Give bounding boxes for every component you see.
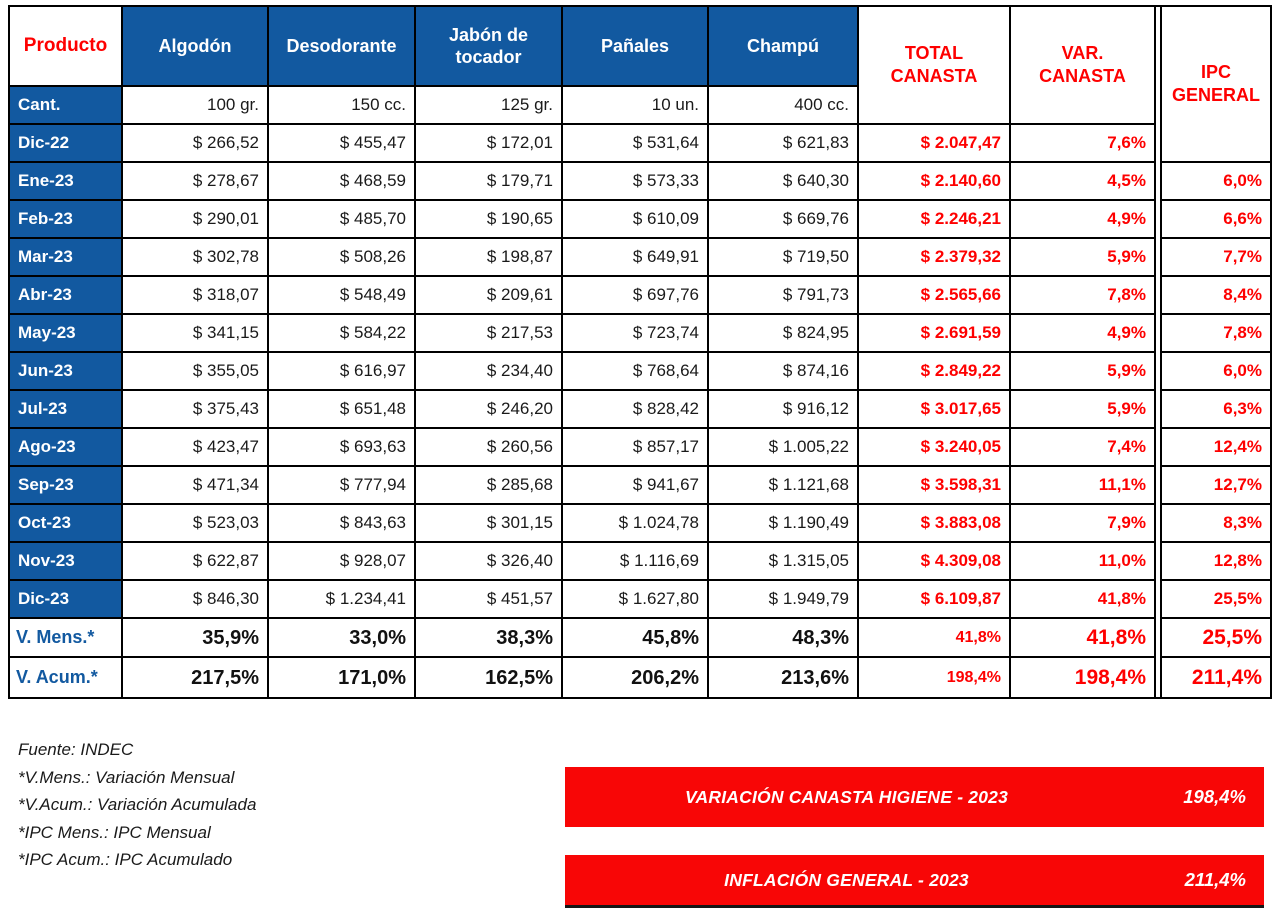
banner-inflacion-general: [565, 855, 1264, 908]
product-header-2: Desodorante: [269, 7, 416, 87]
price-cell: $ 455,47: [269, 125, 416, 163]
price-cell: $ 610,09: [563, 201, 709, 239]
month-row-label: Nov-23: [10, 543, 123, 581]
summary-value-cell: 45,8%: [563, 619, 709, 658]
var-canasta-cell: 7,4%: [1011, 429, 1156, 467]
total-canasta-header: TOTAL CANASTA: [859, 7, 1011, 125]
ipc-general-cell: 12,7%: [1160, 467, 1270, 505]
price-cell: $ 1.005,22: [709, 429, 859, 467]
var-canasta-cell: 5,9%: [1011, 391, 1156, 429]
price-cell: $ 857,17: [563, 429, 709, 467]
summary-value-cell: 38,3%: [416, 619, 563, 658]
banner-inflacion-label: INFLACIÓN GENERAL - 2023: [724, 869, 969, 890]
product-header-1: Algodón: [123, 7, 269, 87]
quantity-value: 400 cc.: [709, 87, 859, 125]
quantity-value: 100 gr.: [123, 87, 269, 125]
month-row-label: Sep-23: [10, 467, 123, 505]
0: [269, 697, 416, 699]
total-canasta-cell: $ 2.140,60: [859, 163, 1011, 201]
price-cell: $ 548,49: [269, 277, 416, 315]
summary-value-cell: 35,9%: [123, 619, 269, 658]
price-cell: $ 209,61: [416, 277, 563, 315]
price-cell: $ 777,94: [269, 467, 416, 505]
price-cell: $ 285,68: [416, 467, 563, 505]
month-row-label: Dic-23: [10, 581, 123, 619]
total-canasta-cell: $ 2.691,59: [859, 315, 1011, 353]
price-cell: $ 1.627,80: [563, 581, 709, 619]
price-cell: $ 584,22: [269, 315, 416, 353]
product-header-5: Champú: [709, 7, 859, 87]
price-cell: $ 318,07: [123, 277, 269, 315]
total-canasta-cell: $ 2.246,21: [859, 201, 1011, 239]
price-cell: $ 768,64: [563, 353, 709, 391]
ipc-general-cell: 6,0%: [1160, 353, 1270, 391]
total-canasta-cell: $ 2.379,32: [859, 239, 1011, 277]
var-canasta-cell: 7,6%: [1011, 125, 1156, 163]
price-cell: $ 573,33: [563, 163, 709, 201]
var-canasta-cell: 41,8%: [1011, 581, 1156, 619]
ipc-general-cell: 6,3%: [1160, 391, 1270, 429]
footnote-line-4: *IPC Mens.: IPC Mensual: [18, 822, 211, 842]
price-cell: $ 198,87: [416, 239, 563, 277]
price-cell: $ 693,63: [269, 429, 416, 467]
price-cell: $ 290,01: [123, 201, 269, 239]
banner-variacion-value: 198,4%: [1183, 786, 1246, 807]
month-row-label: Jun-23: [10, 353, 123, 391]
summary-ipc-cell: 25,5%: [1160, 619, 1270, 658]
corner-header-producto: Producto: [10, 7, 123, 87]
summary-total-cell: 41,8%: [859, 619, 1011, 658]
total-canasta-cell: $ 6.109,87: [859, 581, 1011, 619]
banner-variacion-label: VARIACIÓN CANASTA HIGIENE - 2023: [684, 786, 1009, 807]
price-cell: $ 697,76: [563, 277, 709, 315]
footnote-line-1: Fuente: INDEC: [18, 740, 134, 759]
price-cell: $ 843,63: [269, 505, 416, 543]
price-cell: $ 468,59: [269, 163, 416, 201]
month-row-label: Abr-23: [10, 277, 123, 315]
price-cell: $ 719,50: [709, 239, 859, 277]
price-cell: $ 190,65: [416, 201, 563, 239]
price-cell: $ 723,74: [563, 315, 709, 353]
var-canasta-cell: 5,9%: [1011, 239, 1156, 277]
month-row-label: Ago-23: [10, 429, 123, 467]
footnote-line-2: *V.Mens.: Variación Mensual: [18, 767, 235, 787]
price-cell: $ 278,67: [123, 163, 269, 201]
price-cell: $ 471,34: [123, 467, 269, 505]
product-header-3: Jabón de tocador: [416, 7, 563, 87]
product-header-4: Pañales: [563, 7, 709, 87]
price-table: [8, 5, 1272, 699]
price-cell: $ 1.234,41: [269, 581, 416, 619]
var-canasta-cell: 4,9%: [1011, 315, 1156, 353]
var-canasta-header: VAR. CANASTA: [1011, 7, 1156, 125]
price-cell: $ 326,40: [416, 543, 563, 581]
price-cell: $ 616,97: [269, 353, 416, 391]
summary-value-cell: 217,5%: [123, 658, 269, 697]
total-canasta-cell: $ 2.047,47: [859, 125, 1011, 163]
summary-value-cell: 48,3%: [709, 619, 859, 658]
ipc-general-cell: 12,8%: [1160, 543, 1270, 581]
summary-value-cell: 206,2%: [563, 658, 709, 697]
var-canasta-cell: 11,1%: [1011, 467, 1156, 505]
total-canasta-cell: $ 3.017,65: [859, 391, 1011, 429]
summary-row-label: V. Mens.*: [10, 619, 123, 658]
price-cell: $ 649,91: [563, 239, 709, 277]
summary-value-cell: 171,0%: [269, 658, 416, 697]
var-canasta-cell: 5,9%: [1011, 353, 1156, 391]
price-cell: $ 669,76: [709, 201, 859, 239]
total-canasta-cell: $ 3.598,31: [859, 467, 1011, 505]
summary-total-cell: 198,4%: [859, 658, 1011, 697]
ipc-general-cell: 6,0%: [1160, 163, 1270, 201]
ipc-general-cell: 12,4%: [1160, 429, 1270, 467]
summary-row-label: V. Acum.*: [10, 658, 123, 697]
price-cell: $ 941,67: [563, 467, 709, 505]
price-cell: $ 234,40: [416, 353, 563, 391]
price-cell: $ 301,15: [416, 505, 563, 543]
price-cell: $ 874,16: [709, 353, 859, 391]
0: [123, 697, 269, 699]
ipc-general-cell: 6,6%: [1160, 201, 1270, 239]
total-canasta-cell: $ 2.565,66: [859, 277, 1011, 315]
price-cell: $ 651,48: [269, 391, 416, 429]
summary-var-cell: 41,8%: [1011, 619, 1156, 658]
price-cell: $ 179,71: [416, 163, 563, 201]
price-cell: $ 916,12: [709, 391, 859, 429]
price-cell: $ 791,73: [709, 277, 859, 315]
price-cell: $ 341,15: [123, 315, 269, 353]
month-row-label: Ene-23: [10, 163, 123, 201]
var-canasta-cell: 7,8%: [1011, 277, 1156, 315]
var-canasta-cell: 7,9%: [1011, 505, 1156, 543]
price-cell: $ 423,47: [123, 429, 269, 467]
var-canasta-cell: 4,9%: [1011, 201, 1156, 239]
0: [10, 697, 123, 699]
banner-variacion-canasta: [565, 767, 1264, 827]
ipc-general-cell: 8,3%: [1160, 505, 1270, 543]
ipc-general-cell: 8,4%: [1160, 277, 1270, 315]
price-cell: $ 622,87: [123, 543, 269, 581]
ipc-general-cell: 25,5%: [1160, 581, 1270, 619]
quantity-value: 125 gr.: [416, 87, 563, 125]
month-row-label: Oct-23: [10, 505, 123, 543]
price-cell: $ 1.315,05: [709, 543, 859, 581]
summary-value-cell: 213,6%: [709, 658, 859, 697]
summary-ipc-cell: 211,4%: [1160, 658, 1270, 697]
total-canasta-cell: $ 3.240,05: [859, 429, 1011, 467]
ipc-general-cell: 7,8%: [1160, 315, 1270, 353]
price-cell: $ 266,52: [123, 125, 269, 163]
ipc-general-header: IPC GENERAL: [1160, 7, 1270, 163]
price-cell: $ 302,78: [123, 239, 269, 277]
0: [416, 697, 563, 699]
total-canasta-cell: $ 4.309,08: [859, 543, 1011, 581]
month-row-label: Jul-23: [10, 391, 123, 429]
price-cell: $ 172,01: [416, 125, 563, 163]
price-cell: $ 260,56: [416, 429, 563, 467]
price-cell: $ 1.121,68: [709, 467, 859, 505]
price-cell: $ 1.190,49: [709, 505, 859, 543]
total-canasta-cell: $ 2.849,22: [859, 353, 1011, 391]
var-canasta-cell: 4,5%: [1011, 163, 1156, 201]
price-cell: $ 451,57: [416, 581, 563, 619]
quantity-row-label: Cant.: [10, 87, 123, 125]
price-cell: $ 485,70: [269, 201, 416, 239]
price-cell: $ 928,07: [269, 543, 416, 581]
price-cell: $ 640,30: [709, 163, 859, 201]
price-cell: $ 375,43: [123, 391, 269, 429]
quantity-value: 150 cc.: [269, 87, 416, 125]
month-row-label: Mar-23: [10, 239, 123, 277]
price-cell: $ 531,64: [563, 125, 709, 163]
price-cell: $ 846,30: [123, 581, 269, 619]
price-cell: $ 217,53: [416, 315, 563, 353]
footnotes: [18, 736, 256, 874]
quantity-value: 10 un.: [563, 87, 709, 125]
banner-inflacion-value: 211,4%: [1184, 869, 1246, 890]
total-canasta-cell: $ 3.883,08: [859, 505, 1011, 543]
ipc-general-cell: 7,7%: [1160, 239, 1270, 277]
summary-var-cell: 198,4%: [1011, 658, 1156, 697]
price-cell: $ 1.116,69: [563, 543, 709, 581]
month-row-label: Feb-23: [10, 201, 123, 239]
summary-value-cell: 162,5%: [416, 658, 563, 697]
footnote-line-5: *IPC Acum.: IPC Acumulado: [18, 850, 233, 869]
price-cell: $ 246,20: [416, 391, 563, 429]
price-cell: $ 355,05: [123, 353, 269, 391]
month-row-label: May-23: [10, 315, 123, 353]
price-cell: $ 508,26: [269, 239, 416, 277]
price-cell: $ 621,83: [709, 125, 859, 163]
summary-value-cell: 33,0%: [269, 619, 416, 658]
price-cell: $ 824,95: [709, 315, 859, 353]
price-cell: $ 1.949,79: [709, 581, 859, 619]
month-row-label: Dic-22: [10, 125, 123, 163]
price-cell: $ 523,03: [123, 505, 269, 543]
price-cell: $ 1.024,78: [563, 505, 709, 543]
footnote-line-3: *V.Acum.: Variación Acumulada: [18, 795, 257, 814]
price-cell: $ 828,42: [563, 391, 709, 429]
var-canasta-cell: 11,0%: [1011, 543, 1156, 581]
